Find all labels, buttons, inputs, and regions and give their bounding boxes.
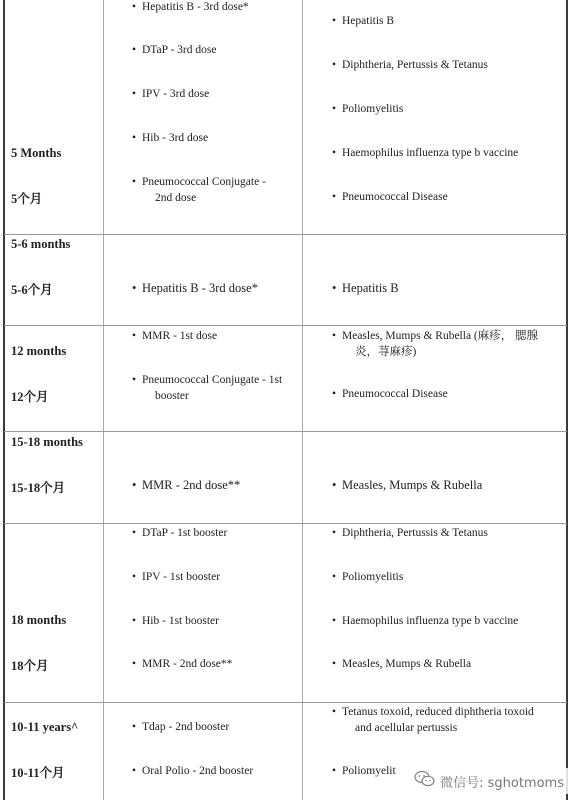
vaccine-item: • IPV - 3rd dose xyxy=(132,88,210,100)
table-right-border xyxy=(566,0,568,800)
disease-item-continued: and acellular pertussis xyxy=(355,722,458,734)
vaccine-item: • IPV - 1st booster xyxy=(132,571,221,583)
row-divider xyxy=(4,702,567,703)
disease-item-continued: 炎，荨麻疹) xyxy=(355,346,417,358)
age-label-zh: 15-18个月 xyxy=(11,481,66,495)
table-column-divider-2 xyxy=(302,0,303,800)
age-label-en: 10-11 years^ xyxy=(11,720,79,734)
wechat-icon xyxy=(414,770,436,792)
vaccine-item: • DTaP - 3rd dose xyxy=(132,44,217,56)
vaccine-item: • MMR - 2nd dose** xyxy=(132,658,233,670)
vaccine-item: • Hib - 1st booster xyxy=(132,615,219,627)
row-divider xyxy=(4,325,567,326)
row-divider xyxy=(4,431,567,432)
age-label-zh: 5个月 xyxy=(11,192,43,206)
vaccine-item: • MMR - 1st dose xyxy=(132,330,218,342)
disease-item: • Diphtheria, Pertussis & Tetanus xyxy=(332,527,488,539)
disease-item: • Poliomyelitis xyxy=(332,571,404,583)
disease-item: • Hepatitis B xyxy=(332,15,395,27)
vaccine-item: • Pneumococcal Conjugate - 1st xyxy=(132,374,283,386)
disease-item: • Haemophilus influenza type b vaccine xyxy=(332,615,519,627)
disease-item: • Hepatitis B xyxy=(332,281,399,295)
table-column-divider-1 xyxy=(103,0,104,800)
vaccine-item: • Tdap - 2nd booster xyxy=(132,721,230,733)
disease-item: • Diphtheria, Pertussis & Tetanus xyxy=(332,59,488,71)
row-divider xyxy=(4,234,567,235)
age-label-en: 5 Months xyxy=(11,146,62,160)
age-label-en: 18 months xyxy=(11,613,67,627)
age-label-en: 12 months xyxy=(11,344,67,358)
disease-item: • Measles, Mumps & Rubella (麻疹， 腮腺 xyxy=(332,330,539,342)
vaccine-item: • Pneumococcal Conjugate - xyxy=(132,176,266,188)
watermark-text: 微信号: sghotmoms xyxy=(440,775,564,791)
disease-item: • Poliomyelitis xyxy=(332,103,404,115)
vaccine-item: • Oral Polio - 2nd booster xyxy=(132,765,254,777)
disease-item: • Measles, Mumps & Rubella xyxy=(332,658,472,670)
disease-item: • Measles, Mumps & Rubella xyxy=(332,478,483,492)
age-label-zh: 5-6个月 xyxy=(11,283,53,297)
age-label-en: 5-6 months xyxy=(11,237,71,251)
disease-item: • Tetanus toxoid, reduced diphtheria toxoid xyxy=(332,706,534,718)
vaccine-item: • Hepatitis B - 3rd dose* xyxy=(132,281,258,295)
vaccine-item: • Hepatitis B - 3rd dose* xyxy=(132,1,249,13)
row-divider xyxy=(4,523,567,524)
age-label-zh: 18个月 xyxy=(11,659,49,673)
table-left-border xyxy=(3,0,5,800)
age-label-zh: 12个月 xyxy=(11,390,49,404)
vaccine-item-continued: booster xyxy=(155,390,189,402)
disease-item: • Pneumococcal Disease xyxy=(332,388,448,400)
watermark xyxy=(410,768,568,794)
vaccine-item: • DTaP - 1st booster xyxy=(132,527,228,539)
disease-item: • Pneumococcal Disease xyxy=(332,191,448,203)
vaccine-item: • MMR - 2nd dose** xyxy=(132,478,241,492)
disease-item: • Poliomyelit xyxy=(332,765,396,777)
age-label-zh: 10-11个月 xyxy=(11,766,65,780)
vaccine-item: • Hib - 3rd dose xyxy=(132,132,209,144)
vaccine-item-continued: 2nd dose xyxy=(155,192,197,204)
disease-item: • Haemophilus influenza type b vaccine xyxy=(332,147,519,159)
age-label-en: 15-18 months xyxy=(11,435,83,449)
